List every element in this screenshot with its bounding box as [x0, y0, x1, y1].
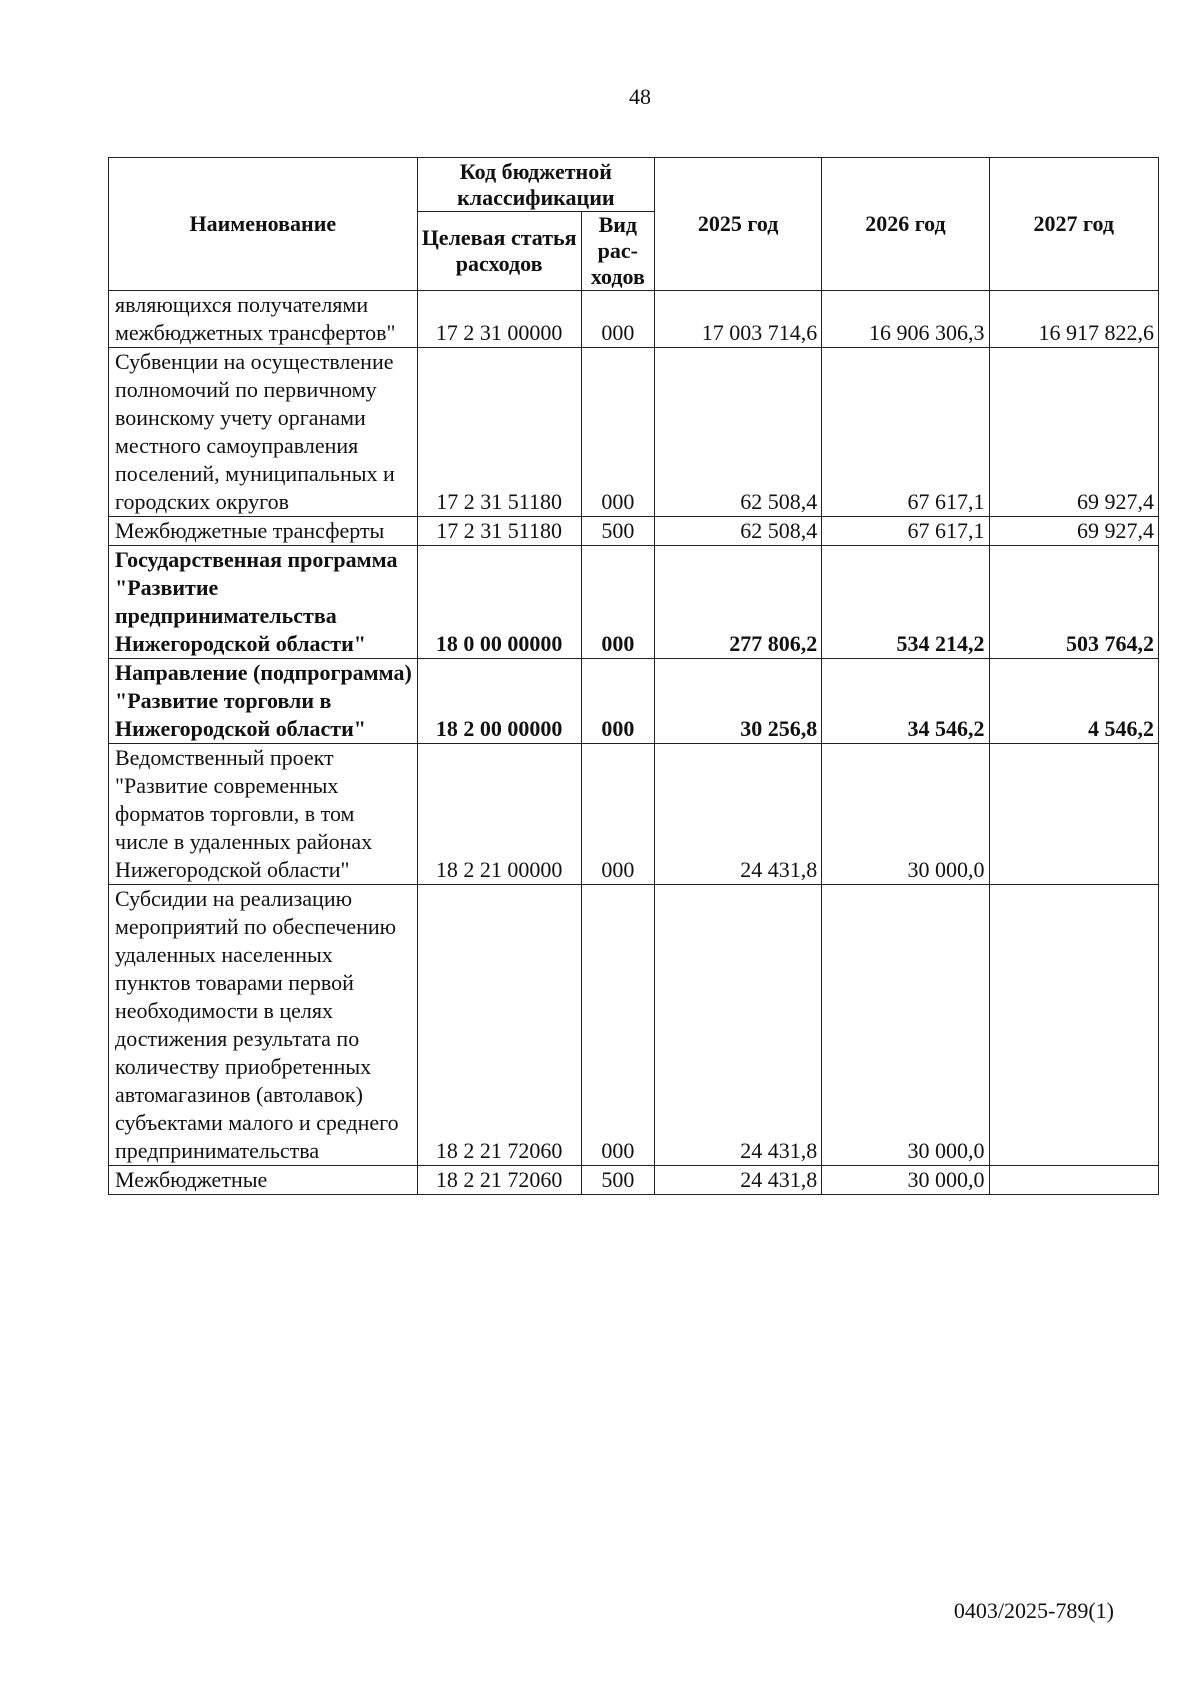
cell-name: Государственная программа "Развитие предпринимательства Нижегородской области" — [109, 546, 418, 659]
cell-2027: 4 546,2 — [989, 659, 1158, 744]
cell-2025: 277 806,2 — [655, 546, 822, 659]
cell-code: 18 2 21 72060 — [417, 1166, 581, 1195]
cell-2025: 24 431,8 — [655, 885, 822, 1166]
cell-code: 18 2 00 00000 — [417, 659, 581, 744]
cell-2027 — [989, 885, 1158, 1166]
cell-2027: 69 927,4 — [989, 348, 1158, 517]
header-name: Наименование — [109, 158, 418, 291]
cell-kind: 000 — [581, 291, 654, 348]
cell-2026: 30 000,0 — [822, 1166, 989, 1195]
cell-kind: 500 — [581, 1166, 654, 1195]
table-row — [109, 1166, 1159, 1195]
table-row — [109, 744, 1159, 885]
header-code-group: Код бюджетной классификации — [417, 158, 654, 212]
cell-2025: 17 003 714,6 — [655, 291, 822, 348]
cell-name: Межбюджетные трансферты — [109, 517, 418, 546]
header-year-2026: 2026 год — [822, 158, 989, 291]
header-expense-type: Вид рас-ходов — [581, 212, 654, 291]
cell-name: Субсидии на реализацию мероприятий по обеспечению удаленных населенных пунктов товарами первой необходимости в целях достижения результата по количеству приобретенных автомагазинов (автолавок) субъектами малого и среднего предпринимательства — [109, 885, 418, 1166]
cell-2027: 16 917 822,6 — [989, 291, 1158, 348]
cell-2026: 67 617,1 — [822, 517, 989, 546]
cell-2026: 30 000,0 — [822, 885, 989, 1166]
cell-2026: 34 546,2 — [822, 659, 989, 744]
cell-kind: 000 — [581, 885, 654, 1166]
cell-name: Ведомственный проект "Развитие современных форматов торговли, в том числе в удаленных районах Нижегородской области" — [109, 744, 418, 885]
cell-kind: 000 — [581, 348, 654, 517]
header-target-article: Целевая статья расходов — [417, 212, 581, 291]
cell-2025: 62 508,4 — [655, 348, 822, 517]
header-year-2025: 2025 год — [655, 158, 822, 291]
cell-2027: 503 764,2 — [989, 546, 1158, 659]
cell-2025: 30 256,8 — [655, 659, 822, 744]
cell-code: 17 2 31 51180 — [417, 517, 581, 546]
cell-kind: 500 — [581, 517, 654, 546]
cell-kind: 000 — [581, 744, 654, 885]
cell-2027 — [989, 744, 1158, 885]
cell-name: Субвенции на осуществление полномочий по первичному воинскому учету органами местного самоуправления поселений, муниципальных и городских округов — [109, 348, 418, 517]
cell-kind: 000 — [581, 546, 654, 659]
cell-2026: 534 214,2 — [822, 546, 989, 659]
cell-code: 18 0 00 00000 — [417, 546, 581, 659]
cell-2026: 16 906 306,3 — [822, 291, 989, 348]
cell-code: 17 2 31 00000 — [417, 291, 581, 348]
header-year-2027: 2027 год — [989, 158, 1158, 291]
table-row — [109, 348, 1159, 517]
cell-name: Межбюджетные — [109, 1166, 418, 1195]
cell-2026: 67 617,1 — [822, 348, 989, 517]
table-row — [109, 546, 1159, 659]
budget-table — [108, 157, 1159, 1195]
cell-2025: 62 508,4 — [655, 517, 822, 546]
cell-code: 18 2 21 00000 — [417, 744, 581, 885]
table-row — [109, 659, 1159, 744]
cell-name: Направление (подпрограмма) "Развитие торговли в Нижегородской области" — [109, 659, 418, 744]
cell-2027: 69 927,4 — [989, 517, 1158, 546]
cell-2026: 30 000,0 — [822, 744, 989, 885]
page-number: 48 — [629, 84, 651, 109]
cell-2025: 24 431,8 — [655, 744, 822, 885]
cell-code: 18 2 21 72060 — [417, 885, 581, 1166]
document-number: 0403/2025-789(1) — [953, 1598, 1114, 1623]
table-row — [109, 885, 1159, 1166]
cell-2025: 24 431,8 — [655, 1166, 822, 1195]
cell-code: 17 2 31 51180 — [417, 348, 581, 517]
table-row — [109, 291, 1159, 348]
cell-2027 — [989, 1166, 1158, 1195]
cell-name: являющихся получателями межбюджетных трансфертов" — [109, 291, 418, 348]
cell-kind: 000 — [581, 659, 654, 744]
table-row — [109, 517, 1159, 546]
